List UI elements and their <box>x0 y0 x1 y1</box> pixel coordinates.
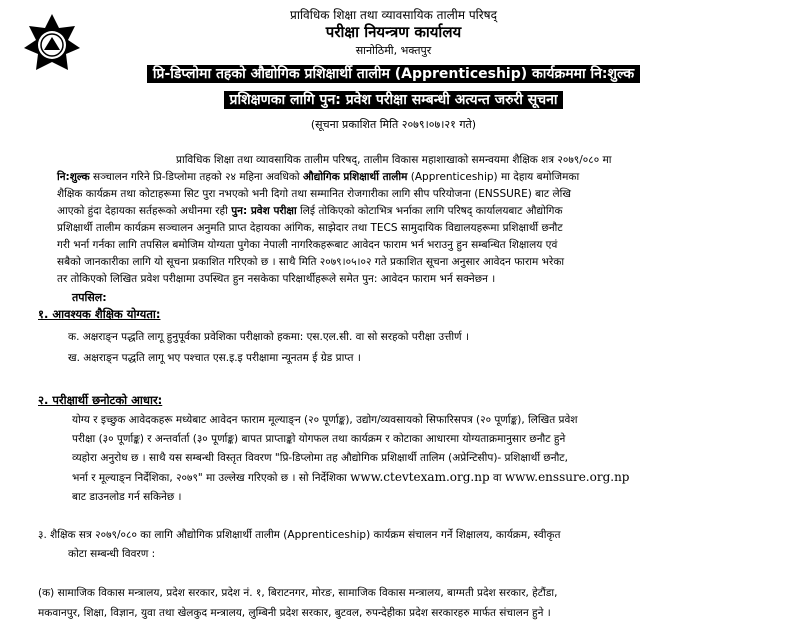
section-1-item-a: क. अक्षराङ्न पद्धति लागू हुनुपूर्वका प्रवेशिका परीक्षाको हकमा: एस.एल.सी. वा सो सरहको परीक्षा उत्तीर्ण । <box>68 331 469 343</box>
section-3-line: ३. शैक्षिक सत्र २०७९/०८० का लागि औद्योगिक प्रशिक्षार्थी तालीम (Apprenticeship) कार्यक्रम संचालन गर्ने शिक्षालय, कार्यक्रम, स्वीकृत <box>38 529 561 541</box>
body-line: प्रशिक्षार्थी तालीम कार्यक्रम सञ्चालन अनुमति प्राप्त देहायका आंगिक, साझेदार तथा TECS सामुदायिक विद्यालयहरूमा प्रशिक्षार्थी छनौट <box>57 222 563 234</box>
office-location: सानोठिमी, भक्तपुर <box>355 44 432 57</box>
office-name: परीक्षा नियन्त्रण कार्यालय <box>325 23 462 41</box>
body-line: प्राविधिक शिक्षा तथा व्यावसायिक तालीम परिषद्, तालीम विकास महाशाखाको समन्वयमा शैक्षिक शत्र २०७९/०८० मा <box>176 154 612 166</box>
published-date: (सूचना प्रकाशित मिति २०७९।०७।२१ गते) <box>310 118 477 131</box>
section-2-line: योग्य र इच्छुक आवेदकहरू मध्येबाट आवेदन फाराम मूल्याङ्न (२० पूर्णाङ्क), उद्योग/व्यवसायको सिफारिसपत्र (२० पूर्णाङ्क), लिखित प्रवेश <box>72 414 578 426</box>
notice-title-line-2: प्रशिक्षणका लागि पुन: प्रवेश परीक्षा सम्बन्धी अत्यन्त जरुरी सूचना <box>0 89 787 110</box>
section-3-line: कोटा सम्बन्धी विवरण : <box>68 548 156 560</box>
section-1-item-b: ख. अक्षराङ्न पद्धति लागू भए पश्चात एस.इ.इ परीक्षामा न्यूनतम ई ग्रेड प्राप्त । <box>68 352 361 364</box>
ctevtexam-link[interactable]: www.ctevtexam.org.np <box>350 470 490 484</box>
notice-title-line-1: प्रि-डिप्लोमा तहको औद्योगिक प्रशिक्षार्थी तालीम (Apprenticeship) कार्यक्रममा नि:शुल्क <box>0 63 787 84</box>
section-1-heading: १. आवश्यक शैक्षिक योग्यता: <box>38 307 161 321</box>
section-2-line: भर्ना र मूल्याङ्न निर्देशिका, २०७९" मा उल्लेख गरिएको छ । सो निर्देशिका www.ctevtexam.org.np वा www.enssure.org.np <box>72 470 630 484</box>
tapsil-heading: तपसिल: <box>72 291 107 304</box>
section-2-line: व्यहोरा अनुरोध छ । साथै यस सम्बन्धी विस्तृत विवरण "प्रि-डिप्लोमा तह औद्योगिक प्रशिक्षार्थी तालिम (अप्रेन्टिसीप)- प्रशिक्षार्थी छनौट, <box>72 452 568 464</box>
enssure-link[interactable]: www.enssure.org.np <box>504 470 630 484</box>
body-line: सबैको जानकारीका लागि यो सूचना प्रकाशित गरिएको छ । साथै मिति २०७९।०५।०२ गते प्रकाशित सूचना अनुसार आवेदन फाराम भरेका <box>57 256 565 268</box>
list-ka-line: मकवानपुर, शिक्षा, विज्ञान, युवा तथा खेलकुद मन्त्रालय, लुम्बिनी प्रदेश सरकार, बुटवल, रुपन्देहीका प्रदेश सरकारहरु मार्फत संचालन हुने । <box>38 607 551 619</box>
body-line: शैक्षिक कार्यक्रम तथा कोटाहरूमा सिट पुरा नभएको भनी दिगो तथा सम्मानित रोजगारीका लागि सीप परियोजना (ENSSURE) बाट लेखि <box>57 188 571 200</box>
body-line: गरी भर्ना गर्नका लागि तपसिल बमोजिम योग्यता पुगेका नेपाली नागरिकहरूबाट आवेदन फाराम भर्न भराउनु हुन सम्बन्धित शिक्षालय एवं <box>57 239 558 251</box>
body-line: आएको हुंदा देहायका सर्तहरूको अधीनमा रही पुन: प्रवेश परीक्षा लिई तोकिएको कोटाभित्र भर्नाका लागि परिषद् कार्यालयबाट औद्योगिक <box>57 205 563 217</box>
body-line: तर तोकिएको लिखित प्रवेश परीक्षामा उपस्थित हुन नसकेका परिक्षार्थीहरूले समेत पुन: आवेदन फाराम भर्न सक्नेछन । <box>57 273 496 285</box>
body-line: नि:शुल्क सञ्चालन गरिने प्रि-डिप्लोमा तहको २४ महिना अवधिको औद्योगिक प्रशिक्षार्थी तालीम (Apprenticeship) मा देहाय बमोजिमका <box>57 171 580 183</box>
section-2-heading: २. परीक्षार्थी छनोटको आधार: <box>38 393 163 407</box>
list-ka-line: (क) सामाजिक विकास मन्त्रालय, प्रदेश सरकार, प्रदेश नं. १, बिराटनगर, मोरङ, सामाजिक विकास मन्त्रालय, बाग्मती प्रदेश सरकार, हेटौंडा, <box>38 587 558 599</box>
section-2-line: परीक्षा (३० पूर्णाङ्क) र अन्तर्वार्ता (३० पूर्णाङ्क) बापत प्राप्ताङ्को योगफल तथा कार्यक्रम र कोटाका आधारमा योग्यताक्रमानुसार छनौट हुने <box>72 433 566 445</box>
council-name: प्राविधिक शिक्षा तथा व्यावसायिक तालीम परिषद् <box>290 8 497 22</box>
section-2-line: बाट डाउनलोड गर्न सकिनेछ । <box>72 491 182 503</box>
